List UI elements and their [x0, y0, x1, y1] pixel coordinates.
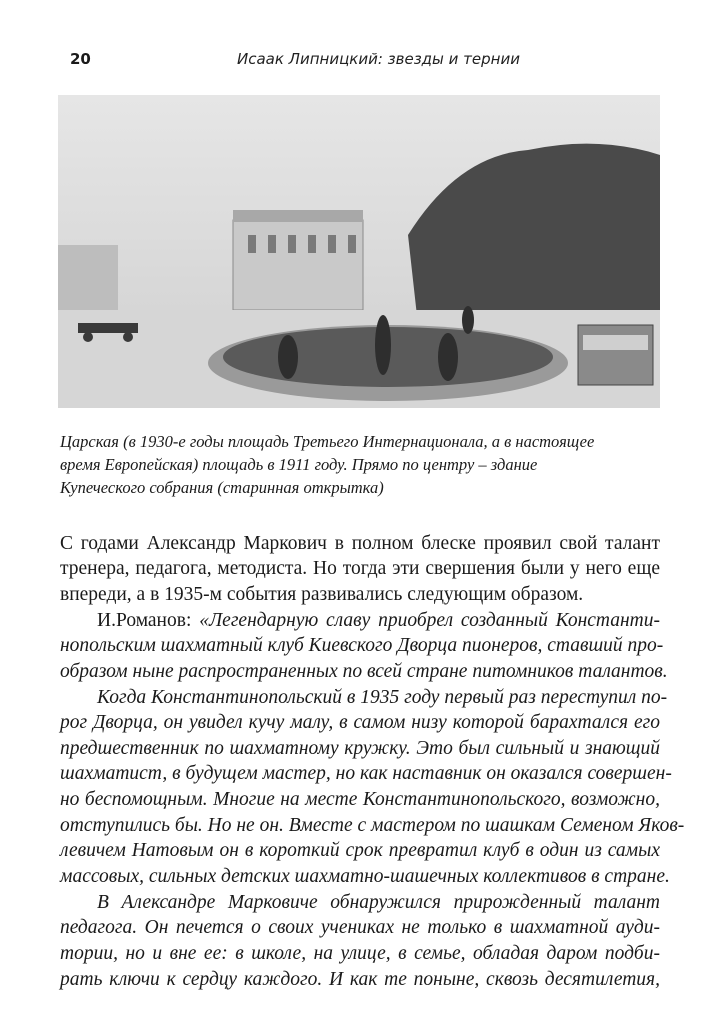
photo-caption-line: Купеческого собрания (старинная открытка): [60, 478, 384, 497]
quote-text: «Легендарную славу приобрел созданный Константи-: [199, 610, 661, 631]
body-line: педагога. Он печется о своих учениках не только в шахматной ауди-: [60, 917, 660, 938]
running-title: Исаак Липницкий: звезды и тернии: [237, 50, 520, 68]
body-line: отступились бы. Но не он. Вместе с мастером по шашкам Семеном Яков-: [60, 815, 685, 836]
body-line: впереди, а в 1935-м события развивались следующим образом.: [60, 584, 584, 605]
body-line: рать ключи к сердцу каждого. И как те поныне, сквозь десятилетия,: [60, 969, 660, 990]
body-line: [97, 610, 660, 632]
body-line: В Александре Марковиче обнаружился прирожденный талант: [97, 892, 660, 913]
page-number: 20: [70, 50, 91, 68]
body-line: тории, но и вне ее: в школе, на улице, в семье, обладая даром подби-: [60, 943, 660, 964]
photo-caption-line: Царская (в 1930-е годы площадь Третьего Интернационала, а в настоящее: [60, 432, 595, 451]
body-line: предшественник по шахматному кружку. Это был сильный и знающий: [60, 738, 660, 759]
body-line: Когда Константинопольский в 1935 году первый раз переступил по-: [97, 687, 668, 708]
historical-photo: [58, 95, 660, 408]
body-line: массовых, сильных детских шахматно-шашечных коллективов в стране.: [60, 866, 670, 887]
body-line: рог Дворца, он увидел кучу малу, в самом низу которой барахтался его: [60, 712, 660, 733]
quote-author: И.Романов:: [97, 610, 192, 631]
body-line: образом ныне распространенных по всей стране питомников талантов.: [60, 661, 668, 682]
body-line: нопольским шахматный клуб Киевского Дворца пионеров, ставший про-: [60, 635, 664, 656]
body-line: С годами Александр Маркович в полном блеске проявил свой талант: [60, 533, 660, 554]
body-line: шахматист, в будущем мастер, но как наставник он оказался совершен-: [60, 763, 672, 784]
body-line: левичем Натовым он в короткий срок превратил клуб в один из самых: [60, 840, 660, 861]
photo-caption-line: время Европейская) площадь в 1911 году. Прямо по центру – здание: [60, 455, 538, 474]
body-line: но беспомощным. Многие на месте Константинопольского, возможно,: [60, 789, 660, 810]
body-line: тренера, педагога, методиста. Но тогда эти свершения были у него еще: [60, 558, 660, 579]
